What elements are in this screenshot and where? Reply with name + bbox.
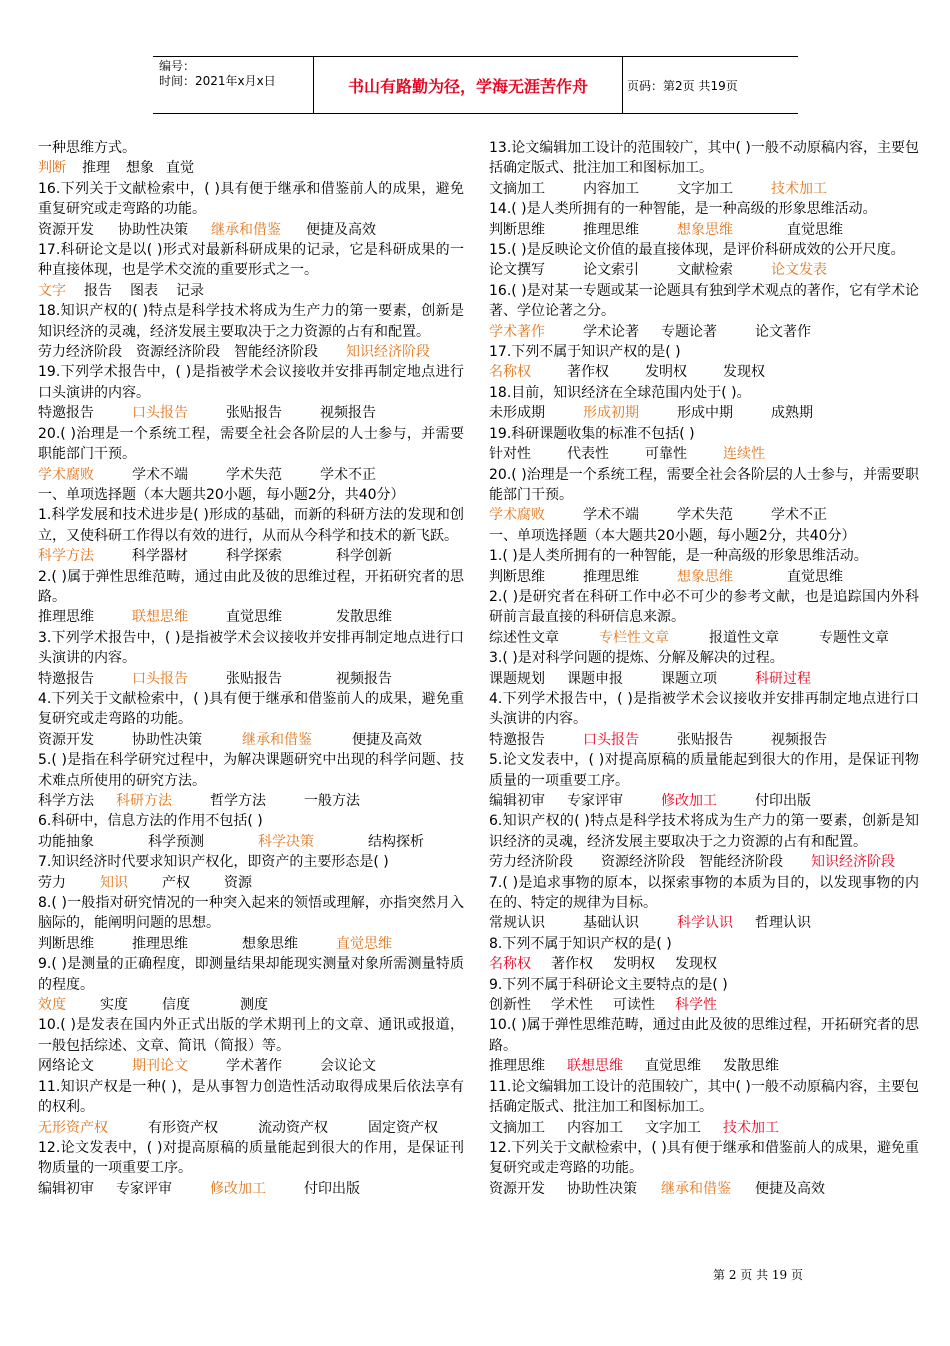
option: 想象思维 — [242, 935, 298, 952]
option: 文摘加工 — [489, 180, 545, 197]
option: 资源开发 — [38, 221, 94, 238]
option: 学术论著 — [583, 323, 639, 340]
option: 基础认识 — [583, 915, 639, 932]
option: 结构探析 — [368, 833, 424, 850]
option: 文字加工 — [645, 1119, 701, 1136]
option: 便捷及高效 — [352, 731, 422, 748]
option: 内容加工 — [567, 1119, 623, 1136]
option: 可靠性 — [645, 446, 687, 463]
text-line: 一种思维方式。 — [38, 140, 136, 156]
option: 直觉 — [166, 160, 194, 177]
right-column — [489, 138, 919, 1199]
option: 发现权 — [723, 364, 765, 381]
option: 产权 — [162, 874, 190, 891]
correct-option: 科学认识 — [677, 915, 733, 932]
option: 文字加工 — [677, 180, 733, 197]
answer-options — [489, 403, 919, 423]
option: 付印出版 — [304, 1180, 360, 1197]
answer-options — [38, 995, 464, 1015]
answer-options — [38, 934, 464, 954]
header-motto: 书山有路勤为径，学海无涯苦作舟 — [347, 76, 588, 96]
answer-options — [38, 465, 464, 485]
question-text: 13.论文编辑加工设计的范围较广，其中( )一般不动原稿内容，主要包括确定版式、批注加工和图标加工。 — [489, 140, 919, 177]
option: 未形成期 — [489, 405, 545, 422]
answer-options — [489, 1179, 919, 1199]
option: 学术失范 — [226, 466, 282, 483]
answer-options — [489, 567, 919, 587]
answer-options — [38, 220, 464, 240]
option: 编辑初审 — [489, 793, 545, 809]
correct-option: 知识 — [100, 874, 128, 891]
document-number-label: 编号： — [159, 59, 196, 73]
correct-option: 论文发表 — [771, 262, 827, 279]
option: 功能抽象 — [38, 833, 94, 850]
option: 科学预测 — [148, 833, 204, 850]
option: 哲学方法 — [210, 793, 266, 809]
option: 科学器材 — [132, 548, 188, 565]
correct-option: 继承和借鉴 — [242, 731, 312, 748]
option: 资源开发 — [489, 1180, 545, 1197]
correct-option: 期刊论文 — [132, 1058, 188, 1075]
question-text: 10.( )属于弹性思维范畴，通过由此及彼的思维过程，开拓研究者的思路。 — [489, 1017, 919, 1054]
text-line: 17.下列不属于知识产权的是( ) — [489, 344, 681, 361]
option: 内容加工 — [583, 180, 639, 197]
text-line: 9.下列不属于科研论文主要特点的是( ) — [489, 976, 728, 993]
question-text: 11.论文编辑加工设计的范围较广，其中( )一般不动原稿内容，主要包括确定版式、批注加工和图标加工。 — [489, 1078, 919, 1116]
option: 学术失范 — [677, 507, 733, 524]
option: 劳力 — [38, 874, 66, 891]
correct-option: 科研过程 — [755, 670, 811, 687]
correct-option: 想象思维 — [677, 568, 733, 585]
answer-options — [489, 1056, 919, 1076]
option: 图表 — [130, 282, 158, 299]
answer-options — [38, 607, 464, 627]
question-text: 9.( )是测量的正确程度，即测量结果却能现实测量对象所需测量特质的程度。 — [38, 956, 464, 993]
answer-options — [489, 220, 919, 240]
question-text: 1.科学发展和技术进步是( )形成的基础，而新的科研方法的发现和创立，又使科研工作得以有效的进行，从而从今科学和技术的新飞跃。 — [38, 507, 464, 544]
answer-options — [38, 403, 464, 423]
option: 常规认识 — [489, 915, 545, 932]
question-text: 8.( )一般指对研究情况的一种突入起来的领悟或理解，亦指突然月入脑际的，能阐明问题的思想。 — [38, 895, 464, 932]
answer-options — [38, 1118, 464, 1138]
text-line: 14.( )是人类所拥有的一种智能，是一种高级的形象思维活动。 — [489, 201, 877, 218]
question-text: 12.论文发表中，( )对提高原稿的质量能起到很大的作用，是保证刊物质量的一项重要工序。 — [38, 1139, 464, 1177]
question-text: 10.( )是发表在国内外正式出版的学术期刊上的文章、通讯或报道，一般包括综述、文章、简讯（简报）等。 — [38, 1017, 464, 1054]
option: 发散思维 — [723, 1058, 779, 1075]
question-text: 12.下列关于文献检索中，( )具有便于继承和借鉴前人的成果，避免重复研究或走弯路的功能。 — [489, 1139, 919, 1177]
correct-option: 效度 — [38, 997, 66, 1014]
answer-options — [489, 628, 919, 648]
correct-option: 学术腐败 — [489, 507, 545, 524]
option: 专题性文章 — [819, 629, 889, 646]
text-line: 19.科研课题收集的标准不包括( ) — [489, 425, 695, 442]
option: 学术著作 — [226, 1058, 282, 1075]
correct-option: 口头报告 — [132, 405, 188, 422]
option: 针对性 — [489, 446, 531, 463]
correct-option: 形成初期 — [583, 405, 639, 422]
question-text: 6.知识产权的( )特点是科学技术将成为生产力的第一要素，创新是知识经济的灵魂，经济发展主要取决于之力资源的占有和配置。 — [489, 813, 919, 850]
answer-options — [489, 791, 919, 811]
option: 课题申报 — [567, 670, 623, 687]
correct-option: 科学决策 — [258, 833, 314, 850]
option: 协助性决策 — [132, 731, 202, 748]
text-line: 7.知识经济时代要求知识产权化，即资产的主要形态是( ) — [38, 854, 389, 871]
correct-option: 直觉思维 — [336, 935, 392, 952]
option: 论文索引 — [583, 262, 639, 279]
answer-options — [489, 505, 919, 525]
correct-option: 继承和借鉴 — [661, 1180, 731, 1197]
answer-options — [38, 873, 464, 893]
correct-option: 想象思维 — [677, 221, 733, 238]
option: 综述性文章 — [489, 629, 559, 646]
option: 张贴报告 — [677, 731, 733, 748]
option: 发现权 — [675, 956, 717, 973]
answer-options — [489, 995, 919, 1015]
correct-option: 名称权 — [489, 364, 531, 381]
question-text: 16.( )是对某一专题或某一论题具有独到学术观点的著作，它有学术论著、学位论著之分。 — [489, 282, 919, 320]
option: 特邀报告 — [38, 670, 94, 687]
question-text: 18.知识产权的( )特点是科学技术将成为生产力的第一要素，创新是知识经济的灵魂，经济发展主要取决于之力资源的占有和配置。 — [38, 303, 464, 340]
option: 特邀报告 — [38, 405, 94, 422]
answer-options — [38, 730, 464, 750]
question-text: 20.( )治理是一个系统工程，需要全社会各阶层的人士参与，并需要职能部门干预。 — [489, 466, 919, 503]
correct-option: 联想思维 — [132, 609, 188, 626]
option: 科学方法 — [38, 793, 94, 809]
correct-option: 修改加工 — [661, 793, 717, 809]
question-text: 劳力经济阶段 资源经济阶段 智能经济阶段 知识经济阶段 — [489, 854, 895, 871]
header-meta — [153, 57, 313, 113]
option: 一般方法 — [304, 793, 360, 809]
option: 发明权 — [645, 364, 687, 381]
option: 记录 — [176, 282, 204, 299]
option: 代表性 — [567, 446, 609, 463]
option: 直觉思维 — [226, 609, 282, 626]
option: 直觉思维 — [645, 1058, 701, 1075]
question-text: 16.下列关于文献检索中，( )具有便于继承和借鉴前人的成果，避免重复研究或走弯路的功能。 — [38, 180, 464, 218]
answer-options — [38, 1179, 464, 1199]
text-line: 18.目前，知识经济在全球范围内处于( )。 — [489, 384, 751, 401]
option: 可读性 — [613, 997, 655, 1014]
document-time-label: 时间：2021年x月x日 — [159, 74, 276, 88]
option: 视频报告 — [771, 731, 827, 748]
correct-option: 科学性 — [675, 997, 717, 1014]
correct-option: 联想思维 — [567, 1058, 623, 1075]
option: 固定资产权 — [368, 1119, 438, 1136]
question-text: 17.科研论文是以( )形式对最新科研成果的记录，它是科研成果的一种直接体现，也是学术交流的重要形式之一。 — [38, 242, 464, 279]
option: 文摘加工 — [489, 1119, 545, 1136]
option: 哲理认识 — [755, 915, 811, 932]
correct-option: 学术著作 — [489, 323, 545, 340]
correct-option: 学术腐败 — [38, 466, 94, 483]
option: 专家评审 — [567, 793, 623, 809]
answer-options — [38, 832, 464, 852]
correct-option: 口头报告 — [132, 670, 188, 687]
option: 实度 — [100, 997, 128, 1014]
option: 直觉思维 — [787, 221, 843, 238]
option: 成熟期 — [771, 405, 813, 422]
option: 判断思维 — [489, 221, 545, 238]
page-header — [153, 56, 798, 114]
answer-options — [38, 546, 464, 566]
header-page-info: 页码：第2页 共19页 — [627, 78, 738, 93]
question-text: 5.( )是指在科学研究过程中，为解决课题研究中出现的科学问题、技术难点所使用的研究方法。 — [38, 752, 464, 789]
option: 推理思维 — [38, 609, 94, 626]
page-footer: 第 2 页 共 19 页 — [713, 1268, 803, 1282]
answer-options — [38, 158, 464, 178]
answer-options — [38, 1056, 464, 1076]
correct-option: 口头报告 — [583, 731, 639, 748]
option: 协助性决策 — [118, 221, 188, 238]
question-text: 19.下列学术报告中，( )是指被学术会议接收并安排再制定地点进行口头演讲的内容。 — [38, 364, 464, 401]
correct-option: 名称权 — [489, 956, 531, 973]
option: 著作权 — [567, 364, 609, 381]
option: 网络论文 — [38, 1058, 94, 1075]
question-text: 3.下列学术报告中，( )是指被学术会议接收并安排再制定地点进行口头演讲的内容。 — [38, 629, 464, 667]
option: 学术不端 — [132, 466, 188, 483]
option: 有形资产权 — [148, 1119, 218, 1136]
answer-options — [38, 281, 464, 301]
option: 科学创新 — [336, 548, 392, 565]
option: 报告 — [84, 282, 112, 299]
option: 推理 — [82, 160, 110, 177]
option: 科学探索 — [226, 548, 282, 565]
option: 课题规划 — [489, 670, 545, 687]
answer-options — [489, 913, 919, 933]
answer-options — [489, 362, 919, 382]
question-text: 2.( )是研究者在科研工作中必不可少的参考文献，也是追踪国内外科研前言最直接的科研信息来源。 — [489, 588, 919, 626]
option: 论文撰写 — [489, 262, 545, 279]
option: 资源 — [224, 874, 252, 891]
question-text: 5.论文发表中，( )对提高原稿的质量能起到很大的作用，是保证刊物质量的一项重要工序。 — [489, 752, 919, 789]
text-line: 一、单项选择题（本大题共20小题，每小题2分，共40分） — [489, 527, 856, 544]
option: 推理思维 — [583, 568, 639, 585]
option: 资源开发 — [38, 731, 94, 748]
question-text: 4.下列关于文献检索中，( )具有便于继承和借鉴前人的成果，避免重复研究或走弯路的功能。 — [38, 690, 464, 728]
option: 专家评审 — [116, 1180, 172, 1197]
option: 张贴报告 — [226, 670, 282, 687]
option: 推理思维 — [583, 221, 639, 238]
option: 报道性文章 — [709, 629, 779, 646]
correct-option: 科研方法 — [116, 793, 172, 809]
question-text: 15.( )是反映论文价值的最直接体现，是评价科研成效的公开尺度。 — [489, 242, 905, 259]
option: 形成中期 — [677, 405, 733, 422]
correct-option: 连续性 — [723, 446, 765, 463]
option: 学术不正 — [320, 466, 376, 483]
option: 会议论文 — [320, 1058, 376, 1075]
option: 编辑初审 — [38, 1180, 94, 1197]
question-text: 4.下列学术报告中，( )是指被学术会议接收并安排再制定地点进行口头演讲的内容。 — [489, 690, 919, 728]
option: 学术性 — [551, 997, 593, 1014]
option: 信度 — [162, 997, 190, 1014]
correct-option: 技术加工 — [723, 1119, 779, 1136]
option: 便捷及高效 — [755, 1180, 825, 1197]
option: 视频报告 — [320, 405, 376, 422]
correct-option: 专栏性文章 — [599, 629, 669, 646]
question-text: 20.( )治理是一个系统工程，需要全社会各阶层的人士参与，并需要职能部门干预。 — [38, 425, 464, 463]
answer-options — [489, 444, 919, 464]
option: 发明权 — [613, 956, 655, 973]
answer-options — [489, 179, 919, 199]
option: 推理思维 — [489, 1058, 545, 1075]
option: 推理思维 — [132, 935, 188, 952]
answer-options — [489, 260, 919, 280]
correct-option: 无形资产权 — [38, 1119, 108, 1136]
text-line: 6.科研中，信息方法的作用不包括( ) — [38, 813, 263, 830]
option: 便捷及高效 — [306, 221, 376, 238]
question-text: 劳力经济阶段 资源经济阶段 智能经济阶段 知识经济阶段 — [38, 344, 430, 361]
correct-option: 继承和借鉴 — [211, 221, 281, 238]
answer-options — [489, 322, 919, 342]
option: 付印出版 — [755, 793, 811, 809]
text-line: 3.( )是对科学问题的提炼、分解及解决的过程。 — [489, 650, 784, 667]
option: 发散思维 — [336, 609, 392, 626]
answer-options — [489, 1118, 919, 1138]
option: 创新性 — [489, 997, 531, 1014]
correct-option: 文字 — [38, 282, 66, 299]
option: 张贴报告 — [226, 405, 282, 422]
option: 直觉思维 — [787, 568, 843, 585]
answer-options — [489, 730, 919, 750]
correct-option: 技术加工 — [771, 180, 827, 197]
option: 课题立项 — [661, 670, 717, 687]
option: 想象 — [126, 160, 154, 177]
option: 文献检索 — [677, 262, 733, 279]
option: 学术不端 — [583, 507, 639, 524]
correct-option: 科学方法 — [38, 548, 94, 565]
option: 协助性决策 — [567, 1180, 637, 1197]
option: 判断思维 — [489, 568, 545, 585]
option: 判断思维 — [38, 935, 94, 952]
option: 学术不正 — [771, 507, 827, 524]
option: 流动资产权 — [258, 1119, 328, 1136]
option: 著作权 — [551, 956, 593, 973]
text-line: 一、单项选择题（本大题共20小题，每小题2分，共40分） — [38, 486, 405, 503]
option: 论文著作 — [755, 323, 811, 340]
answer-options — [489, 954, 919, 974]
answer-options — [489, 669, 919, 689]
text-line: 8.下列不属于知识产权的是( ) — [489, 935, 672, 952]
option: 特邀报告 — [489, 731, 545, 748]
correct-option: 修改加工 — [210, 1180, 266, 1197]
answer-options — [38, 791, 464, 811]
left-column — [38, 138, 464, 1199]
question-text: 11.知识产权是一种( )，是从事智力创造性活动取得成果后依法享有的权利。 — [38, 1078, 464, 1116]
text-line: 1.( )是人类所拥有的一种智能，是一种高级的形象思维活动。 — [489, 548, 868, 565]
option: 测度 — [240, 997, 268, 1014]
question-text: 2.( )属于弹性思维范畴，通过由此及彼的思维过程，开拓研究者的思路。 — [38, 568, 464, 605]
option: 视频报告 — [336, 670, 392, 687]
question-text: 7.( )是追求事物的原本，以探索事物的本质为目的，以发现事物的内在的、特定的规律为目标。 — [489, 874, 919, 912]
option: 专题论著 — [661, 323, 717, 340]
answer-options — [38, 669, 464, 689]
correct-option: 判断 — [38, 160, 66, 177]
